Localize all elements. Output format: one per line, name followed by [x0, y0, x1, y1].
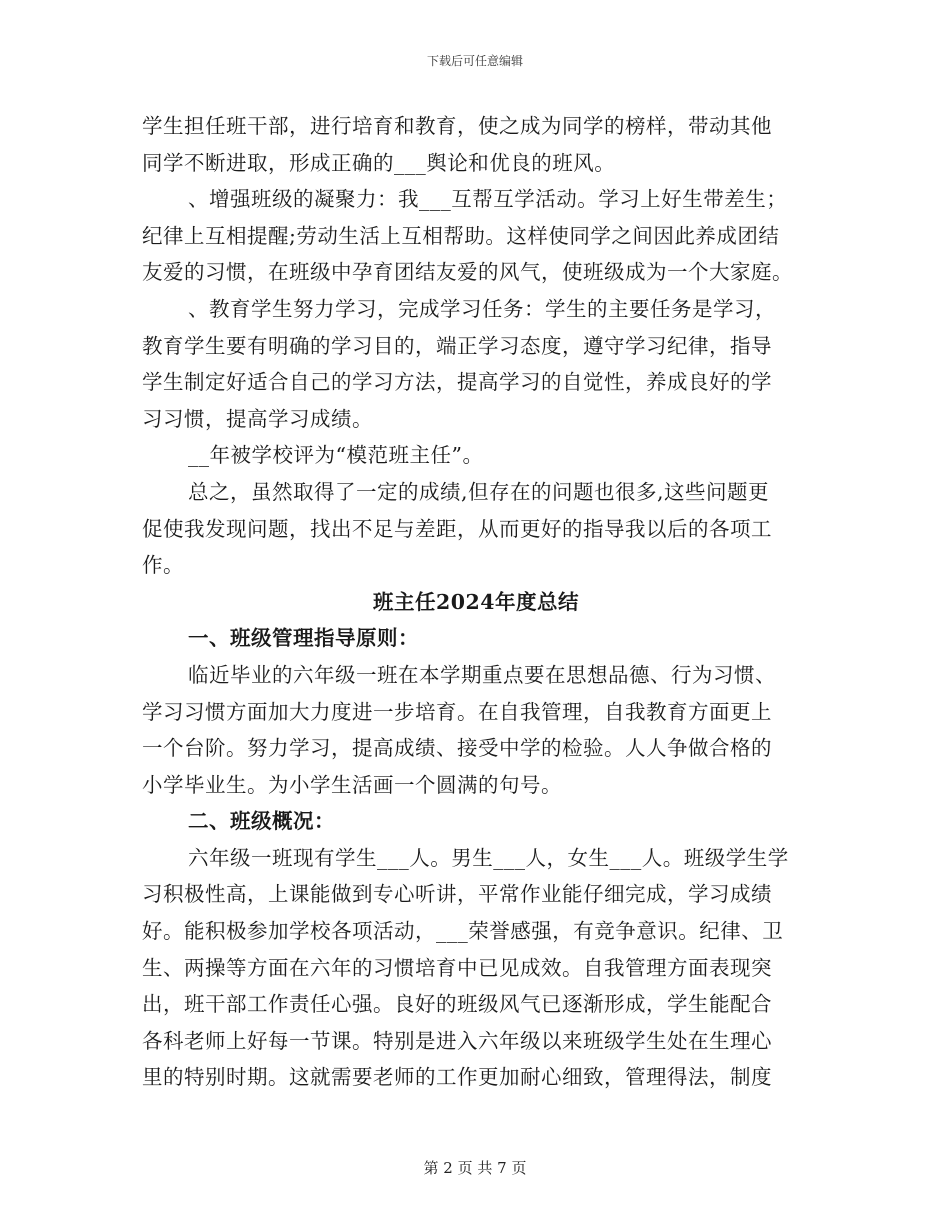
body-line: 促使我发现问题，找出不足与差距，从而更好的指导我以后的各项工 — [142, 516, 772, 541]
document-body — [142, 108, 810, 1096]
body-line: 一个台阶。努力学习，提高成绩、接受中学的检验。人人争做合格的 — [142, 736, 772, 761]
body-line: 习习惯，提高学习成绩。 — [142, 406, 373, 431]
section-heading: 一、班级管理指导原则： — [188, 626, 419, 651]
body-line: 纪律上互相提醒;劳动生活上互相帮助。这样使同学之间因此养成团结 — [142, 223, 780, 248]
body-line: 出，班干部工作责任心强。良好的班级风气已逐渐形成，学生能配合 — [142, 992, 772, 1017]
body-line: 友爱的习惯，在班级中孕育团结友爱的风气，使班级成为一个大家庭。 — [142, 260, 793, 285]
paragraph-start: 六年级一班现有学生___人。男生___人，女生___人。班级学生学 — [188, 845, 789, 870]
body-line: 同学不断进取，形成正确的___舆论和优良的班风。 — [142, 150, 616, 175]
section-heading: 二、班级概况： — [188, 809, 335, 834]
body-line: 生、两操等方面在六年的习惯培育中已见成效。自我管理方面表现突 — [142, 955, 772, 980]
body-line: 作。 — [142, 553, 184, 578]
body-line: 小学毕业生。为小学生活画一个圆满的句号。 — [142, 772, 562, 797]
document-title: 班主任2024年度总结 — [372, 589, 580, 614]
body-line: 教育学生要有明确的学习目的，端正学习态度，遵守学习纪律，指导 — [142, 333, 772, 358]
paragraph-start: 、教育学生努力学习，完成学习任务：学生的主要任务是学习， — [188, 296, 776, 321]
body-line: 学生制定好适合自己的学习方法，提高学习的自觉性，养成良好的学 — [142, 370, 772, 395]
page-footer: 第 2 页 共 7 页 — [423, 1159, 527, 1177]
page-header: 下载后可任意编辑 — [426, 54, 523, 68]
body-line: 学生担任班干部，进行培育和教育，使之成为同学的榜样，带动其他 — [142, 114, 772, 138]
paragraph-start: __年被学校评为“模范班主任”。 — [188, 443, 484, 468]
paragraph-start: 临近毕业的六年级一班在本学期重点要在思想品德、行为习惯、 — [188, 662, 776, 687]
body-line: 各科老师上好每一节课。特别是进入六年级以来班级学生处在生理心 — [142, 1028, 772, 1053]
body-line: 好。能积极参加学校各项活动，___荣誉感强，有竞争意识。纪律、卫 — [142, 919, 784, 944]
paragraph-start: 、增强班级的凝聚力：我___互帮互学活动。学习上好生带差生； — [188, 187, 788, 212]
body-line: 里的特别时期。这就需要老师的工作更加耐心细致，管理得法，制度 — [142, 1065, 772, 1090]
body-line: 习积极性高，上课能做到专心听讲，平常作业能仔细完成，学习成绩 — [142, 882, 772, 907]
body-line: 学习习惯方面加大力度进一步培育。在自我管理，自我教育方面更上 — [142, 699, 772, 724]
paragraph-start: 总之，虽然取得了一定的成绩,但存在的问题也很多,这些问题更 — [188, 479, 770, 504]
